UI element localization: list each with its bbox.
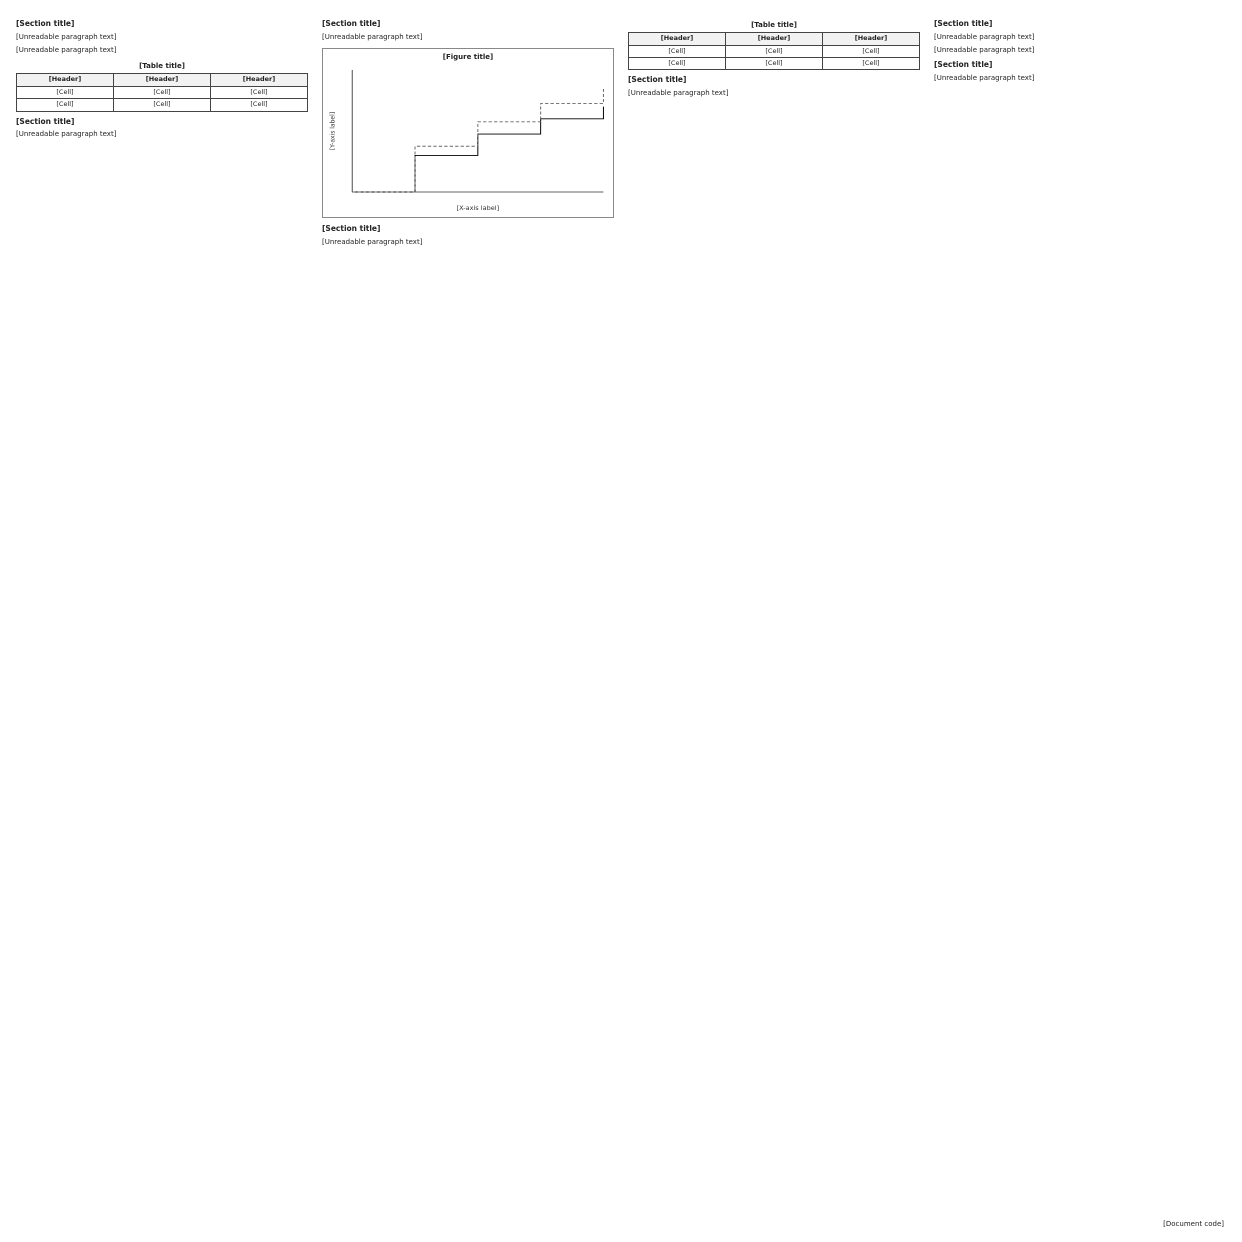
table-header-cell: [Header] xyxy=(726,33,823,45)
table-header-cell: [Header] xyxy=(823,33,920,45)
section-title: [Section title] xyxy=(16,116,75,126)
section-title: [Section title] xyxy=(322,224,381,234)
paragraph: [Unreadable paragraph text] xyxy=(16,130,117,139)
column-4 xyxy=(934,14,1226,1228)
paragraph: [Unreadable paragraph text] xyxy=(322,32,423,41)
data-table xyxy=(628,32,920,70)
y-axis-label: [Y-axis label] xyxy=(329,112,337,151)
series-line xyxy=(352,107,603,192)
column-2 xyxy=(322,14,614,1228)
section-title: [Section title] xyxy=(628,75,687,85)
table-row xyxy=(17,99,308,111)
table-cell: [Cell] xyxy=(17,99,114,111)
table-header-cell: [Header] xyxy=(114,74,211,86)
table-header-cell: [Header] xyxy=(17,74,114,86)
table-cell: [Cell] xyxy=(114,99,211,111)
table-row xyxy=(629,57,920,69)
table-header-cell: [Header] xyxy=(629,33,726,45)
table-header-cell: [Header] xyxy=(211,74,308,86)
column-1 xyxy=(16,14,308,1228)
paragraph: [Unreadable paragraph text] xyxy=(16,46,117,55)
data-table xyxy=(16,73,308,111)
paragraph: [Unreadable paragraph text] xyxy=(16,32,117,41)
table-cell: [Cell] xyxy=(114,86,211,98)
table-cell: [Cell] xyxy=(823,45,920,57)
table-row xyxy=(629,45,920,57)
section-title: [Section title] xyxy=(934,60,993,70)
table-header-row xyxy=(17,74,308,86)
table-cell: [Cell] xyxy=(629,57,726,69)
figure xyxy=(322,48,614,218)
table-header-row xyxy=(629,33,920,45)
figure-title: [Figure title] xyxy=(442,53,494,62)
section-title: [Section title] xyxy=(16,19,75,28)
document-code: [Document code] xyxy=(1163,1220,1224,1228)
table-cell: [Cell] xyxy=(726,57,823,69)
series-line xyxy=(352,88,603,192)
paragraph: [Unreadable paragraph text] xyxy=(934,74,1035,83)
x-axis-label: [X-axis label] xyxy=(456,205,500,213)
table-row xyxy=(17,86,308,98)
column-3 xyxy=(628,14,920,1228)
paragraph: [Unreadable paragraph text] xyxy=(934,32,1035,41)
table-cell: [Cell] xyxy=(629,45,726,57)
paragraph: [Unreadable paragraph text] xyxy=(322,238,423,247)
section-title: [Section title] xyxy=(934,19,993,28)
table-title: [Table title] xyxy=(751,21,797,29)
table-title: [Table title] xyxy=(139,62,185,71)
section-title: [Section title] xyxy=(322,19,381,28)
figure-plot xyxy=(326,64,610,214)
paragraph: [Unreadable paragraph text] xyxy=(628,89,729,98)
table-cell: [Cell] xyxy=(211,86,308,98)
table-cell: [Cell] xyxy=(726,45,823,57)
paragraph: [Unreadable paragraph text] xyxy=(934,46,1035,55)
table-cell: [Cell] xyxy=(17,86,114,98)
table-cell: [Cell] xyxy=(211,99,308,111)
table-cell: [Cell] xyxy=(823,57,920,69)
